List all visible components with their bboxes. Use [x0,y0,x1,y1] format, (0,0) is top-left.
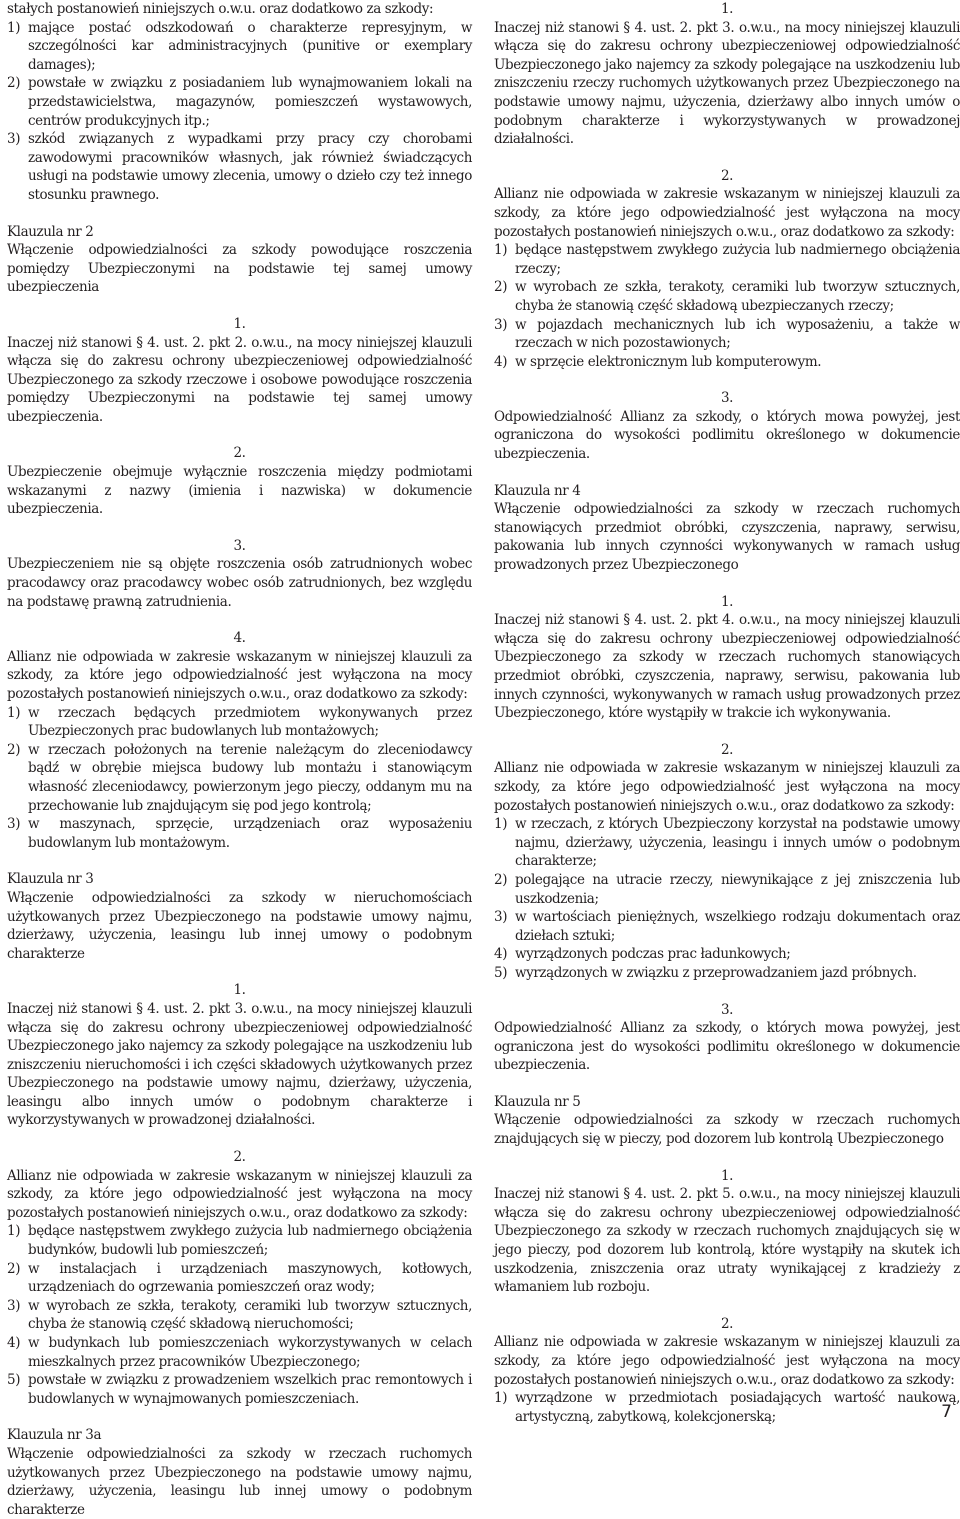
clause-3a-section-2-text: Allianz nie odpowiada w zakresie wskazanym w niniejszej klauzuli za szkody, za które jego odpowiedzialność jest wyłączona na mocy pozostałych postanowień niniejszych o.w.u., oraz dodatkowo za szkody: [494,186,960,240]
list-item-number: 1) [7,704,21,721]
list-item-text: w instalacjach i urządzeniach maszynowych, kotłowych, urządzeniach do ogrzewania pomieszczeń oraz wody; [28,1260,472,1296]
clause-4-subtitle: Włączenie odpowiedzialności za szkody w rzeczach ruchomych stanowiących przedmiot obróbki, czyszczenia, naprawy, serwisu, pakowania lub innych czynności wykonywanych w ramach usług prowadzonych przez Ubezpieczonego [494,501,960,574]
list-item-text: będące następstwem zwykłego zużycia lub nadmiernego obciążenia budynków, budowli lub pomieszczeń; [28,1223,472,1259]
list-item-text: polegające na utracie rzeczy, niewynikające z jej zniszczenia lub uszkodzenia; [515,871,960,907]
list-item-text: wyrządzonych w związku z przeprowadzaniem jazd próbnych. [515,964,917,981]
left-column [7,0,472,1519]
clause-5-title: Klauzula nr 5 [494,1093,581,1110]
clause-2-section-3-number: 3. [233,537,246,554]
intro-list [7,19,472,205]
list-item-text: w sprzęcie elektronicznym lub komputerowym. [515,353,822,370]
list-item-text: będące następstwem zwykłego zużycia lub nadmiernego obciążenia rzeczy; [515,242,960,277]
clause-4-section-3-number: 3. [720,1001,734,1018]
list-item-text: w wartościach pieniężnych, wszelkiego rodzaju dokumentach oraz dziełach sztuki; [515,909,960,944]
clause-4-title: Klauzula nr 4 [494,482,581,499]
clause-2-section-2-text: Ubezpieczenie obejmuje wyłącznie roszczenia między podmiotami wskazanymi z nazwy (imienia i nazwiska) w dokumencie ubezpieczenia. [7,464,472,518]
clause-4-section-2-text: Allianz nie odpowiada w zakresie wskazanym w niniejszej klauzuli za szkody, za które jego odpowiedzialność jest wyłączona na mocy pozostałych postanowień niniejszych o.w.u., oraz dodatkowo za szkody: [494,760,960,814]
list-item-number: 3) [494,909,508,926]
list-item-number: 2) [494,871,508,888]
list-item-number: 1) [7,1223,21,1240]
list-item [7,1222,472,1259]
list-item [7,74,472,130]
clause-5-section-1-number: 1. [720,1167,734,1184]
clause-2-section-1-number: 1. [233,315,246,332]
clause-3-title: Klauzula nr 3 [7,871,94,888]
clause-3a-section-1-text: Inaczej niż stanowi § 4. ust. 2. pkt 3. o.w.u., na mocy niniejszej klauzuli włącza się do zakresu ochrony ubezpieczeniowej odpowiedzialność Ubezpieczonego jako najemcy za szkody polegające na uszkodzeniu lub zniszczeniu rzeczy ruchomych użytkowanych przez Ubezpieczonego na podstawie umowy najmu, użyczenia, dzierżawy albo innych umów o podobnym charakterze i wykorzystywanych w prowadzonej działalności. [494,19,960,148]
clause-4-section-1-text: Inaczej niż stanowi § 4. ust. 2. pkt 4. o.w.u., na mocy niniejszej klauzuli włącza się do zakresu ochrony ubezpieczeniowej odpowiedzialność Ubezpieczonego za szkody w rzeczach ruchomych stanowiących przedmiot obróbki, czyszczenia, naprawy, serwisu, pakowania lub innych czynności, wykonywanych w ramach usług prowadzonych przez Ubezpieczonego, które wystąpiły w trakcie ich wykonywania. [494,612,960,722]
clause-3-section-1-text: Inaczej niż stanowi § 4. ust. 2. pkt 3. o.w.u., na mocy niniejszej klauzuli włącza się do zakresu ochrony ubezpieczeniowej odpowiedzialność Ubezpieczonego jako najemcy za szkody polegające na uszkodzeniu lub zniszczeniu nieruchomości i ich części składowych użytkowanych przez Ubezpieczonego na podstawie umowy najmu, dzierżawy, użyczenia, leasingu albo innych umów o podobnym charakterze i wykorzystywanych w prowadzonej działalności. [7,1000,472,1129]
clause-2-section-1-text: Inaczej niż stanowi § 4. ust. 2. pkt 2. o.w.u., na mocy niniejszej klauzuli włącza się do zakresu ochrony ubezpieczeniowej odpowiedzialność Ubezpieczonego za szkody rzeczowe i osobowe powodujące roszczenia pomiędzy Ubezpieczonymi na podstawie tej samej umowy ubezpieczenia. [7,334,472,425]
clause-3-section-1-number: 1. [233,982,246,999]
list-item-number: 5) [494,964,508,981]
clause-4-section-1-number: 1. [720,593,734,610]
list-item-text: w maszynach, sprzęcie, urządzeniach oraz wyposażeniu budowlanym lub montażowym. [28,816,472,851]
clause-3a-title: Klauzula nr 3a [7,1427,102,1444]
list-item-text: powstałe w związku z prowadzeniem wszelkich prac remontowych i budowlanych w wynajmowanych pomieszczeniach. [28,1372,472,1407]
list-item [7,1334,472,1371]
list-item [7,1260,472,1297]
list-item [494,353,960,372]
list-item [7,1371,472,1408]
list-item [494,945,960,964]
list-item-number: 3) [7,1297,21,1314]
clause-3-section-2-text: Allianz nie odpowiada w zakresie wskazanym w niniejszej klauzuli za szkody, za które jego odpowiedzialność jest wyłączona na mocy pozostałych postanowień niniejszych o.w.u., oraz dodatkowo za szkody: [7,1167,472,1221]
list-item-number: 2) [7,1260,21,1277]
list-item-text: w rzeczach będących przedmiotem wykonywanych przez Ubezpieczonych prac budowlanych lub montażowych; [28,704,472,740]
clause-2-subtitle: Włączenie odpowiedzialności za szkody powodujące roszczenia pomiędzy Ubezpieczonymi na podstawie tej samej umowy ubezpieczenia [7,242,472,296]
clause-2-title: Klauzula nr 2 [7,223,94,240]
list-item [7,815,472,852]
list-item-number: 2) [7,741,21,758]
clause-4-section-3-text: Odpowiedzialność Allianz za szkody, o których mowa powyżej, jest ograniczona jest do wysokości podlimitu określonego w dokumencie ubezpieczenia. [494,1020,960,1074]
list-item [7,19,472,75]
list-item [494,908,960,945]
clause-3-section-2-number: 2. [233,1149,246,1166]
right-column [494,0,960,1426]
clause-2-section-3-text: Ubezpieczeniem nie są objęte roszczenia osób zatrudnionych wobec pracodawcy oraz pracodawcy wobec osób zatrudnionych, bez względu na podstawę prawną zatrudnienia. [7,556,472,610]
list-item [7,130,472,204]
list-item-number: 5) [7,1372,21,1389]
list-item-number: 1) [7,19,21,36]
list-item-number: 3) [7,816,21,833]
list-item-number: 3) [494,316,508,333]
clause-5-subtitle: Włączenie odpowiedzialności za szkody w rzeczach ruchomych znajdujących się w pieczy, pod dozorem lub kontrolą Ubezpieczonego [494,1112,960,1148]
list-item-number: 4) [7,1335,21,1351]
clause-3-subtitle: Włączenie odpowiedzialności za szkody w nieruchomościach użytkowanych przez Ubezpieczonego na podstawie umowy najmu, dzierżawy, użyczenia, leasingu lub innej umowy o podobnym charakterze [7,889,472,962]
list-item [7,741,472,815]
clause-3a-section-3-number: 3. [720,390,734,407]
list-item [494,278,960,315]
list-item [494,964,960,983]
list-item [494,241,960,278]
clause-3a-subtitle: Włączenie odpowiedzialności za szkody w rzeczach ruchomych użytkowanych przez Ubezpieczonego na podstawie umowy najmu, dzierżawy, użyczenia, leasingu lub innej umowy o podobnym charakterze [7,1445,472,1518]
clause-4-section-2-number: 2. [720,741,734,758]
clause-5-section-1-text: Inaczej niż stanowi § 4. ust. 2. pkt 5. o.w.u., na mocy niniejszej klauzuli włącza się do zakresu ochrony ubezpieczeniowej odpowiedzialność Ubezpieczonego za szkody w rzeczach ruchomych znajdujących się w jego pieczy, pod dozorem lub kontrolą, które wystąpiły na skutek ich uszkodzenia, zniszczenia oraz utraty wynikającej z kradzieży z włamaniem lub rozboju. [494,1186,960,1296]
list-item-text: wyrządzonych podczas prac ładunkowych; [515,946,791,963]
page-number: 7 [941,1402,952,1422]
list-item [494,1389,960,1426]
list-item-number: 1) [494,1390,508,1407]
list-item-text: szkód związanych z wypadkami przy pracy czy chorobami zawodowymi pracowników własnych, jak również świadczących usługi na podstawie umowy zlecenia, umowy o dzieło czy też innego stosunku prawnego. [28,131,472,203]
list-item-text: w rzeczach położonych na terenie należącym do zleceniodawcy bądź w obrębie miejsca budowy lub montażu i stanowiącym własność zleceniodawcy, powierzonym jego pieczy, oddanym mu na przechowanie lub znajdującym się pod jego kontrolą; [28,741,472,814]
list-item [494,815,960,871]
clause-5-section-2-list [494,1389,960,1426]
list-item [494,316,960,353]
list-item [7,1297,472,1334]
clause-3a-section-3-text: Odpowiedzialność Allianz za szkody, o których mowa powyżej, jest ograniczona do wysokości podlimitu określonego w dokumencie ubezpieczenia. [494,408,960,463]
clause-3-section-2-list [7,1222,472,1408]
list-item-number: 2) [7,75,21,92]
list-item-text: mające postać odszkodowań o charakterze represyjnym, w szczególności kar administracyjnych (punitive or exemplary damages); [28,19,472,73]
clause-2-section-4-number: 4. [233,630,246,647]
list-item-text: w budynkach lub pomieszczeniach wykorzystywanych w celach mieszkalnych przez pracowników Ubezpieczonego; [28,1335,472,1370]
list-item [494,871,960,908]
clause-3a-section-2-list [494,241,960,371]
list-item-text: w wyrobach ze szkła, terakoty, ceramiki lub tworzyw sztucznych, chyba że stanowią część składową nieruchomości; [28,1297,472,1333]
clause-4-section-2-list [494,815,960,982]
clause-3a-section-2-number: 2. [720,167,734,184]
list-item-text: w pojazdach mechanicznych lub ich wyposażeniu, a także w rzeczach w nich pozostawionych; [515,316,960,352]
clause-3a-section-1-number: 1. [720,1,734,17]
list-item-number: 1) [494,816,508,833]
list-item-text: powstałe w związku z posiadaniem lub wynajmowaniem lokali na przedstawicielstwa, magazynów, pomieszczeń wystawowych, centrów produkcyjnych itp.; [28,75,472,129]
list-item-number: 4) [494,946,508,963]
clause-2-section-4-list [7,704,472,853]
clause-2-section-4-text: Allianz nie odpowiada w zakresie wskazanym w niniejszej klauzuli za szkody, za które jego odpowiedzialność jest wyłączona na mocy pozostałych postanowień niniejszych o.w.u., oraz dodatkowo za szkody: [7,648,472,702]
list-item [7,704,472,741]
clause-5-section-2-text: Allianz nie odpowiada w zakresie wskazanym w niniejszej klauzuli za szkody, za które jego odpowiedzialność jest wyłączona na mocy pozostałych postanowień niniejszych o.w.u., oraz dodatkowo za szkody: [494,1334,960,1388]
intro-text: stałych postanowień niniejszych o.w.u. oraz dodatkowo za szkody: [7,1,434,17]
list-item-text: w wyrobach ze szkła, terakoty, ceramiki lub tworzyw sztucznych, chyba że stanowią część składową ubezpieczanych rzeczy; [515,279,960,314]
list-item-number: 4) [494,353,508,370]
list-item-number: 2) [494,279,508,296]
list-item-text: wyrządzone w przedmiotach posiadających wartość naukową, artystyczną, zabytkową, kolekcjonerską; [515,1390,960,1425]
clause-2-section-2-number: 2. [233,445,246,462]
list-item-number: 3) [7,131,21,148]
clause-5-section-2-number: 2. [720,1315,734,1332]
list-item-text: w rzeczach, z których Ubezpieczony korzystał na podstawie umowy najmu, dzierżawy, użyczenia, leasingu i innych umów o podobnym charakterze; [515,816,960,870]
list-item-number: 1) [494,242,508,259]
